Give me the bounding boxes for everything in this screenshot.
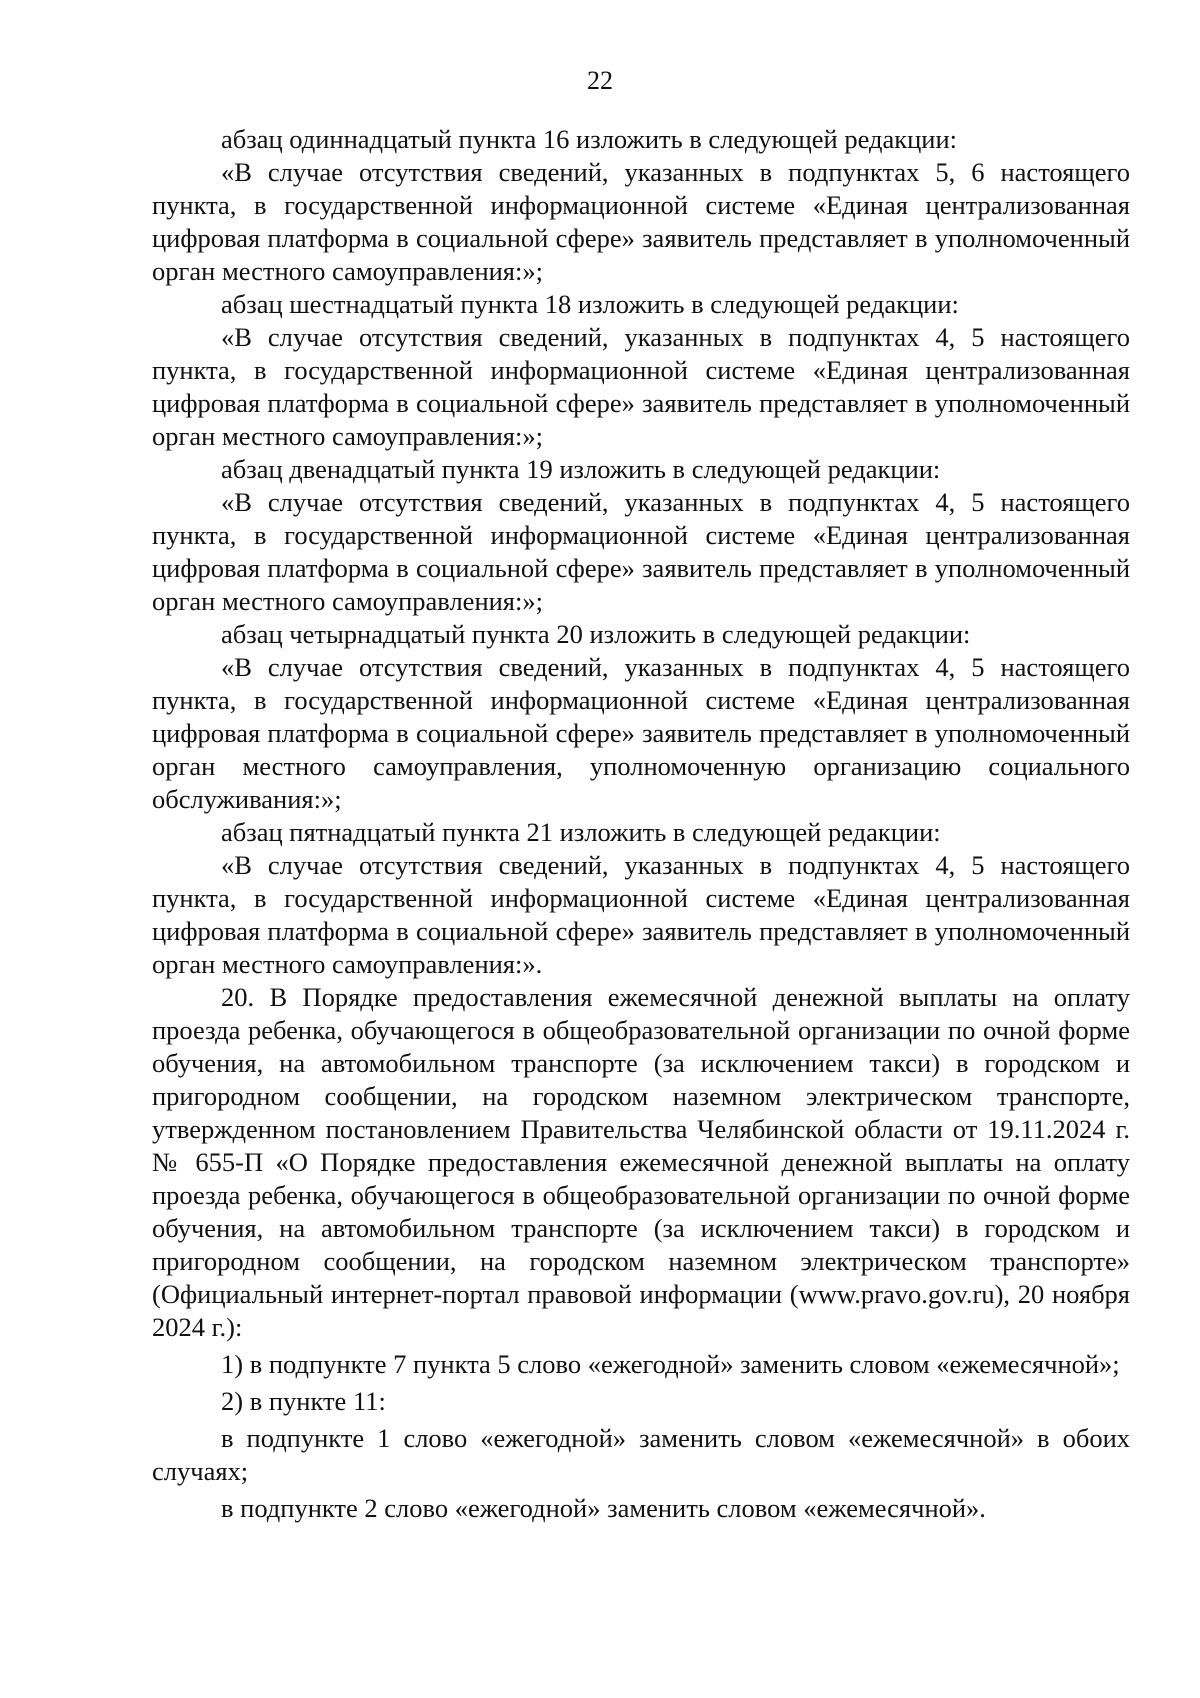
paragraph-item-20: 20. В Порядке предоставления ежемесячной денежной выплаты на оплату проезда ребенка, обучающегося в общеобразовательной организации по очной форме обучения, на автомобильном транспорте (за исключением такси) в городском и пригородном сообщении, на городском наземном электрическом транспорте, утвержденном постановлением Правительства Челябинской области от 19.11.2024 г. № 655-П «О Порядке предоставления ежемесячной денежной выплаты на оплату проезда ребенка, обучающегося в общеобразовательной организации по очной форме обучения, на автомобильном транспорте (за исключением такси) в городском и пригородном сообщении, на городском наземном электрическом транспорте» (Официальный интернет-портал правовой информации (www.pravo.gov.ru), 20 ноября 2024 г.): xyxy=(152,982,1130,1342)
paragraph-amendment-p21: абзац пятнадцатый пункта 21 изложить в следующей редакции: xyxy=(221,817,941,847)
paragraph-quote-p20: «В случае отсутствия сведений, указанных в подпунктах 4, 5 настоящего пункта, в государственной информационной системе «Единая централизованная цифровая платформа в социальной сфере» заявитель представляет в уполномоченный орган местного самоуправления, уполномоченную организацию социального обслуживания:»; xyxy=(152,652,1130,814)
document-body xyxy=(152,123,1130,1525)
paragraph-subitem-2-1: в подпункте 1 слово «ежегодной» заменить словом «ежемесячной» в обоих случаях; xyxy=(152,1423,1130,1486)
paragraph-subitem-1: 1) в подпункте 7 пункта 5 слово «ежегодной» заменить словом «ежемесячной»; xyxy=(221,1349,1120,1379)
paragraph-quote-p16: «В случае отсутствия сведений, указанных в подпунктах 5, 6 настоящего пункта, в государственной информационной системе «Единая централизованная цифровая платформа в социальной сфере» заявитель представляет в уполномоченный орган местного самоуправления:»; xyxy=(152,157,1130,286)
paragraph-quote-p18: «В случае отсутствия сведений, указанных в подпунктах 4, 5 настоящего пункта, в государственной информационной системе «Единая централизованная цифровая платформа в социальной сфере» заявитель представляет в уполномоченный орган местного самоуправления:»; xyxy=(152,322,1130,451)
paragraph-amendment-p16: абзац одиннадцатый пункта 16 изложить в следующей редакции: xyxy=(221,124,958,154)
paragraph-subitem-2: 2) в пункте 11: xyxy=(221,1386,386,1416)
paragraph-amendment-p19: абзац двенадцатый пункта 19 изложить в следующей редакции: xyxy=(221,454,941,484)
paragraph-subitem-2-2: в подпункте 2 слово «ежегодной» заменить словом «ежемесячной». xyxy=(221,1493,986,1523)
paragraph-amendment-p20: абзац четырнадцатый пункта 20 изложить в следующей редакции: xyxy=(221,619,971,649)
paragraph-quote-p21: «В случае отсутствия сведений, указанных в подпунктах 4, 5 настоящего пункта, в государственной информационной системе «Единая централизованная цифровая платформа в социальной сфере» заявитель представляет в уполномоченный орган местного самоуправления:». xyxy=(152,850,1130,979)
paragraph-quote-p19: «В случае отсутствия сведений, указанных в подпунктах 4, 5 настоящего пункта, в государственной информационной системе «Единая централизованная цифровая платформа в социальной сфере» заявитель представляет в уполномоченный орган местного самоуправления:»; xyxy=(152,487,1130,616)
page-number: 22 xyxy=(587,66,613,95)
paragraph-amendment-p18: абзац шестнадцатый пункта 18 изложить в следующей редакции: xyxy=(221,289,959,319)
